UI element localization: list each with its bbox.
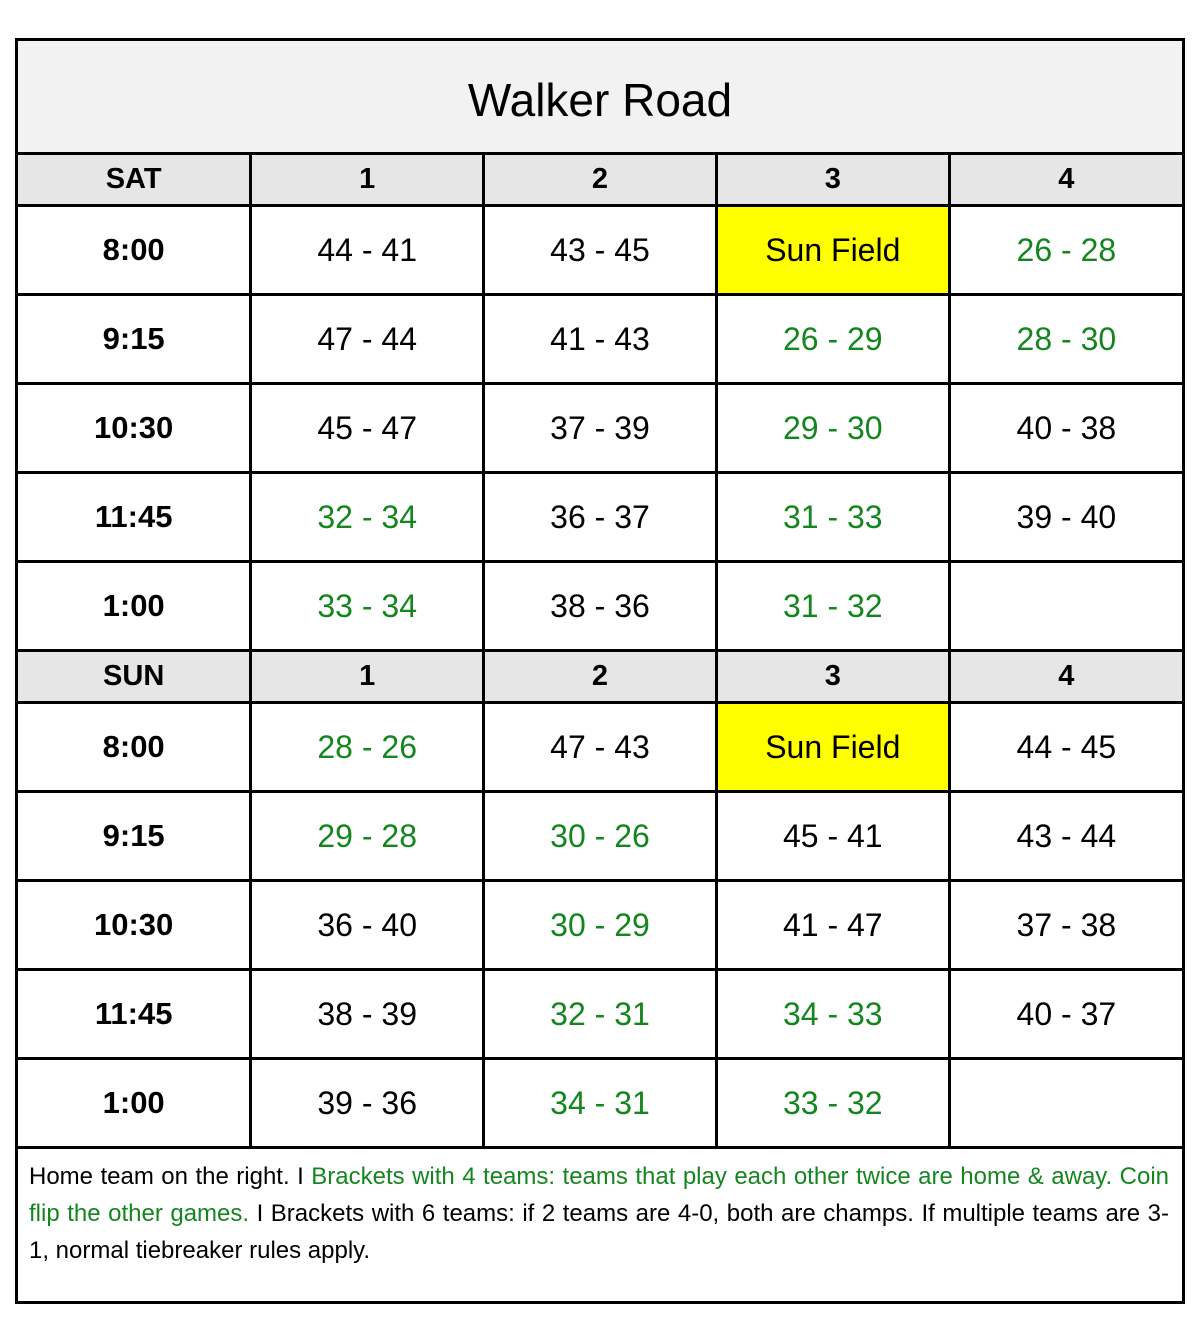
- game-cell: 28 - 30: [949, 295, 1182, 384]
- game-cell: 32 - 34: [251, 473, 484, 562]
- game-cell: 44 - 41: [251, 206, 484, 295]
- sun-field-cell: Sun Field: [716, 206, 949, 295]
- game-cell: 40 - 38: [949, 384, 1182, 473]
- field-number-header: 2: [484, 155, 717, 206]
- time-slot: 1:00: [18, 1059, 251, 1148]
- game-cell: 36 - 40: [251, 881, 484, 970]
- time-slot-row: [18, 792, 1182, 881]
- game-cell: 28 - 26: [251, 703, 484, 792]
- footnote-part-3: I Brackets with 6 teams: if 2 teams are 4-0, both are champs. If multiple teams are 3-1, normal tiebreaker rules apply.: [29, 1200, 1170, 1264]
- footnote-part-1: Home team on the right. I: [29, 1163, 312, 1190]
- game-cell: 47 - 44: [251, 295, 484, 384]
- time-slot-row: [18, 384, 1182, 473]
- time-slot: 11:45: [18, 473, 251, 562]
- time-slot-row: [18, 562, 1182, 651]
- sun-field-cell: Sun Field: [716, 703, 949, 792]
- day-label: SUN: [18, 651, 251, 703]
- schedule-table: [18, 155, 1182, 1149]
- time-slot: 8:00: [18, 703, 251, 792]
- day-header-row: [18, 155, 1182, 206]
- game-cell: 31 - 32: [716, 562, 949, 651]
- time-slot: 1:00: [18, 562, 251, 651]
- game-cell: 29 - 30: [716, 384, 949, 473]
- time-slot-row: [18, 206, 1182, 295]
- time-slot: 10:30: [18, 881, 251, 970]
- game-cell: 37 - 39: [484, 384, 717, 473]
- empty-cell: [949, 562, 1182, 651]
- empty-cell: [949, 1059, 1182, 1148]
- game-cell: 36 - 37: [484, 473, 717, 562]
- field-number-header: 3: [716, 651, 949, 703]
- time-slot: 10:30: [18, 384, 251, 473]
- time-slot: 11:45: [18, 970, 251, 1059]
- page-title: Walker Road: [18, 41, 1182, 155]
- field-number-header: 1: [251, 651, 484, 703]
- time-slot-row: [18, 970, 1182, 1059]
- field-number-header: 4: [949, 651, 1182, 703]
- time-slot: 9:15: [18, 295, 251, 384]
- game-cell: 45 - 47: [251, 384, 484, 473]
- footnote-part-2: Brackets with 4 teams: teams that play each other twice are home & away. Coin flip the other games.: [29, 1163, 1170, 1227]
- game-cell: 45 - 41: [716, 792, 949, 881]
- game-cell: 34 - 33: [716, 970, 949, 1059]
- game-cell: 37 - 38: [949, 881, 1182, 970]
- time-slot-row: [18, 703, 1182, 792]
- game-cell: 47 - 43: [484, 703, 717, 792]
- game-cell: 41 - 43: [484, 295, 717, 384]
- game-cell: 29 - 28: [251, 792, 484, 881]
- game-cell: 33 - 34: [251, 562, 484, 651]
- time-slot-row: [18, 295, 1182, 384]
- game-cell: 32 - 31: [484, 970, 717, 1059]
- schedule-body: [18, 155, 1182, 1148]
- game-cell: 43 - 45: [484, 206, 717, 295]
- field-number-header: 1: [251, 155, 484, 206]
- game-cell: 39 - 36: [251, 1059, 484, 1148]
- game-cell: 30 - 26: [484, 792, 717, 881]
- time-slot-row: [18, 881, 1182, 970]
- game-cell: 40 - 37: [949, 970, 1182, 1059]
- game-cell: 44 - 45: [949, 703, 1182, 792]
- game-cell: 41 - 47: [716, 881, 949, 970]
- game-cell: 39 - 40: [949, 473, 1182, 562]
- time-slot: 8:00: [18, 206, 251, 295]
- game-cell: 30 - 29: [484, 881, 717, 970]
- game-cell: 26 - 29: [716, 295, 949, 384]
- time-slot-row: [18, 473, 1182, 562]
- day-header-row: [18, 651, 1182, 703]
- field-number-header: 3: [716, 155, 949, 206]
- game-cell: 26 - 28: [949, 206, 1182, 295]
- time-slot-row: [18, 1059, 1182, 1148]
- schedule-sheet: [15, 38, 1185, 1304]
- day-label: SAT: [18, 155, 251, 206]
- game-cell: 38 - 36: [484, 562, 717, 651]
- game-cell: 31 - 33: [716, 473, 949, 562]
- field-number-header: 4: [949, 155, 1182, 206]
- game-cell: 33 - 32: [716, 1059, 949, 1148]
- game-cell: 38 - 39: [251, 970, 484, 1059]
- game-cell: 43 - 44: [949, 792, 1182, 881]
- game-cell: 34 - 31: [484, 1059, 717, 1148]
- footnote: [18, 1149, 1182, 1277]
- time-slot: 9:15: [18, 792, 251, 881]
- field-number-header: 2: [484, 651, 717, 703]
